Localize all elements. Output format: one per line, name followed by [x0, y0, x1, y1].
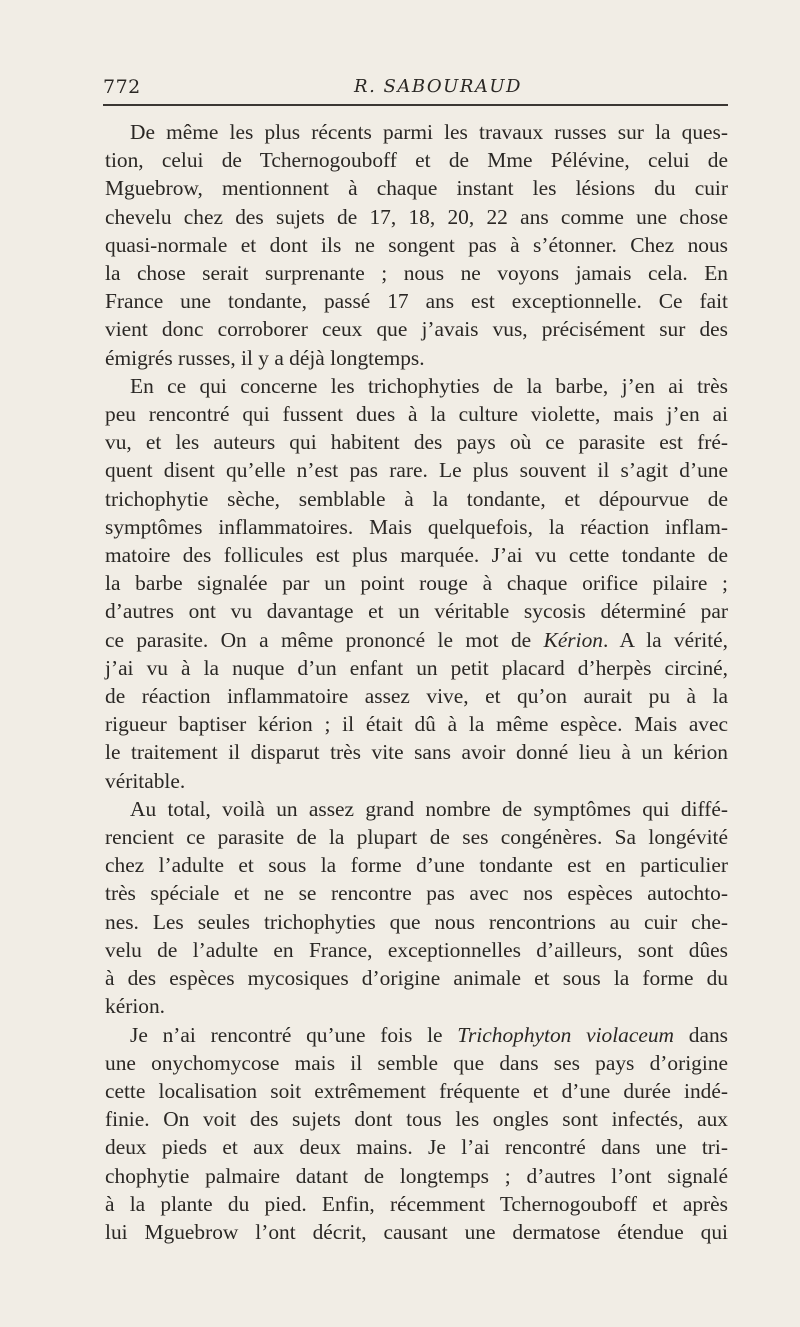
- text-line: cette localisation soit extrêmement fréquente et d’une durée indé-: [105, 1078, 728, 1103]
- text-line: de réaction inflammatoire assez vive, et qu’on aurait pu à la: [105, 684, 728, 709]
- text-line: Mguebrow, mentionnent à chaque instant les lésions du cuir: [105, 176, 728, 201]
- text-line: vient donc corroborer ceux que j’avais vus, précisément sur des: [105, 317, 728, 342]
- text-line-with-italic: [105, 1021, 728, 1049]
- text-line: trichophytie sèche, semblable à la tondante, et dépourvue de: [105, 486, 728, 511]
- paragraph-3: [105, 795, 728, 1021]
- text-line: peu rencontré qui fussent dues à la culture violette, mais j’en ai: [105, 402, 728, 427]
- text-run: Je n’ai rencontré qu’une fois le: [130, 1022, 443, 1047]
- text-run: dans: [688, 1022, 728, 1047]
- text-line: vu, et les auteurs qui habitent des pays où ce parasite est fré-: [105, 430, 728, 455]
- header-rule: [103, 104, 728, 106]
- text-line: symptômes inflammatoires. Mais quelquefois, la réaction inflam-: [105, 514, 728, 539]
- running-title: R. SABOURAUD: [354, 76, 522, 97]
- page-number: 772: [103, 76, 141, 98]
- text-line: à des espèces mycosiques d’origine animale et sous la forme du: [105, 966, 728, 991]
- text-line: De même les plus récents parmi les travaux russes sur la ques-: [130, 120, 728, 144]
- italic-species: Trichophyton violaceum: [457, 1022, 675, 1047]
- text-line: En ce qui concerne les trichophyties de la barbe, j’en ai très: [130, 373, 728, 398]
- text-line: d’autres ont vu davantage et un véritable sycosis déterminé par: [105, 599, 728, 624]
- text-line: lui Mguebrow l’ont décrit, causant une dermatose étendue qui: [105, 1219, 728, 1244]
- text-line: quent disent qu’elle n’est pas rare. Le plus souvent il s’agit d’une: [105, 458, 728, 483]
- text-run: ce parasite. On a même prononcé le mot de: [105, 627, 532, 652]
- text-line: j’ai vu à la nuque d’un enfant un petit placard d’herpès circiné,: [105, 655, 728, 680]
- text-line: chevelu chez des sujets de 17, 18, 20, 22 ans comme une chose: [105, 204, 728, 229]
- text-line: finie. On voit des sujets dont tous les ongles sont infectés, aux: [105, 1107, 728, 1132]
- body-text: [105, 118, 728, 1246]
- paragraph-2: [105, 372, 728, 795]
- paragraph-4: [105, 1021, 728, 1247]
- italic-term: Kérion: [543, 627, 603, 652]
- text-line: matoire des follicules est plus marquée. J’ai vu cette tondante de: [105, 543, 728, 568]
- text-line: chez l’adulte et sous la forme d’une tondante est en particulier: [105, 853, 728, 878]
- text-line: une onychomycose mais il semble que dans ses pays d’origine: [105, 1050, 728, 1075]
- text-line: chophytie palmaire datant de longtemps ; d’autres l’ont signalé: [105, 1163, 728, 1188]
- text-line: véritable.: [105, 768, 186, 793]
- text-line: Au total, voilà un assez grand nombre de symptômes qui diffé-: [130, 796, 728, 821]
- text-line: la chose serait surprenante ; nous ne voyons jamais cela. En: [105, 261, 728, 286]
- text-line: rigueur baptiser kérion ; il était dû à la même espèce. Mais avec: [105, 712, 728, 737]
- text-line: rencient ce parasite de la plupart de ses congénères. Sa longévité: [105, 825, 728, 850]
- text-line: tion, celui de Tchernogouboff et de Mme Pélévine, celui de: [105, 148, 728, 173]
- page-header: [103, 70, 729, 100]
- text-run: . A la vérité,: [602, 627, 728, 652]
- text-line: nes. Les seules trichophyties que nous rencontrions au cuir che-: [105, 909, 728, 934]
- paragraph-1: [105, 118, 728, 372]
- text-line: le traitement il disparut très vite sans avoir donné lieu à un kérion: [105, 740, 728, 765]
- text-line: France une tondante, passé 17 ans est exceptionnelle. Ce fait: [105, 289, 728, 314]
- text-line: deux pieds et aux deux mains. Je l’ai rencontré dans une tri-: [105, 1135, 728, 1160]
- text-line: velu de l’adulte en France, exceptionnelles d’ailleurs, sont dûes: [105, 937, 728, 962]
- text-line-with-italic: [105, 626, 728, 654]
- text-line: quasi-normale et dont ils ne songent pas à s’étonner. Chez nous: [105, 232, 728, 257]
- text-line: très spéciale et ne se rencontre pas avec nos espèces autochto-: [105, 881, 728, 906]
- text-line: la barbe signalée par un point rouge à chaque orifice pilaire ;: [105, 571, 728, 596]
- text-line: émigrés russes, il y a déjà longtemps.: [105, 345, 425, 370]
- text-line: kérion.: [105, 994, 165, 1019]
- text-line: à la plante du pied. Enfin, récemment Tchernogouboff et après: [105, 1191, 728, 1216]
